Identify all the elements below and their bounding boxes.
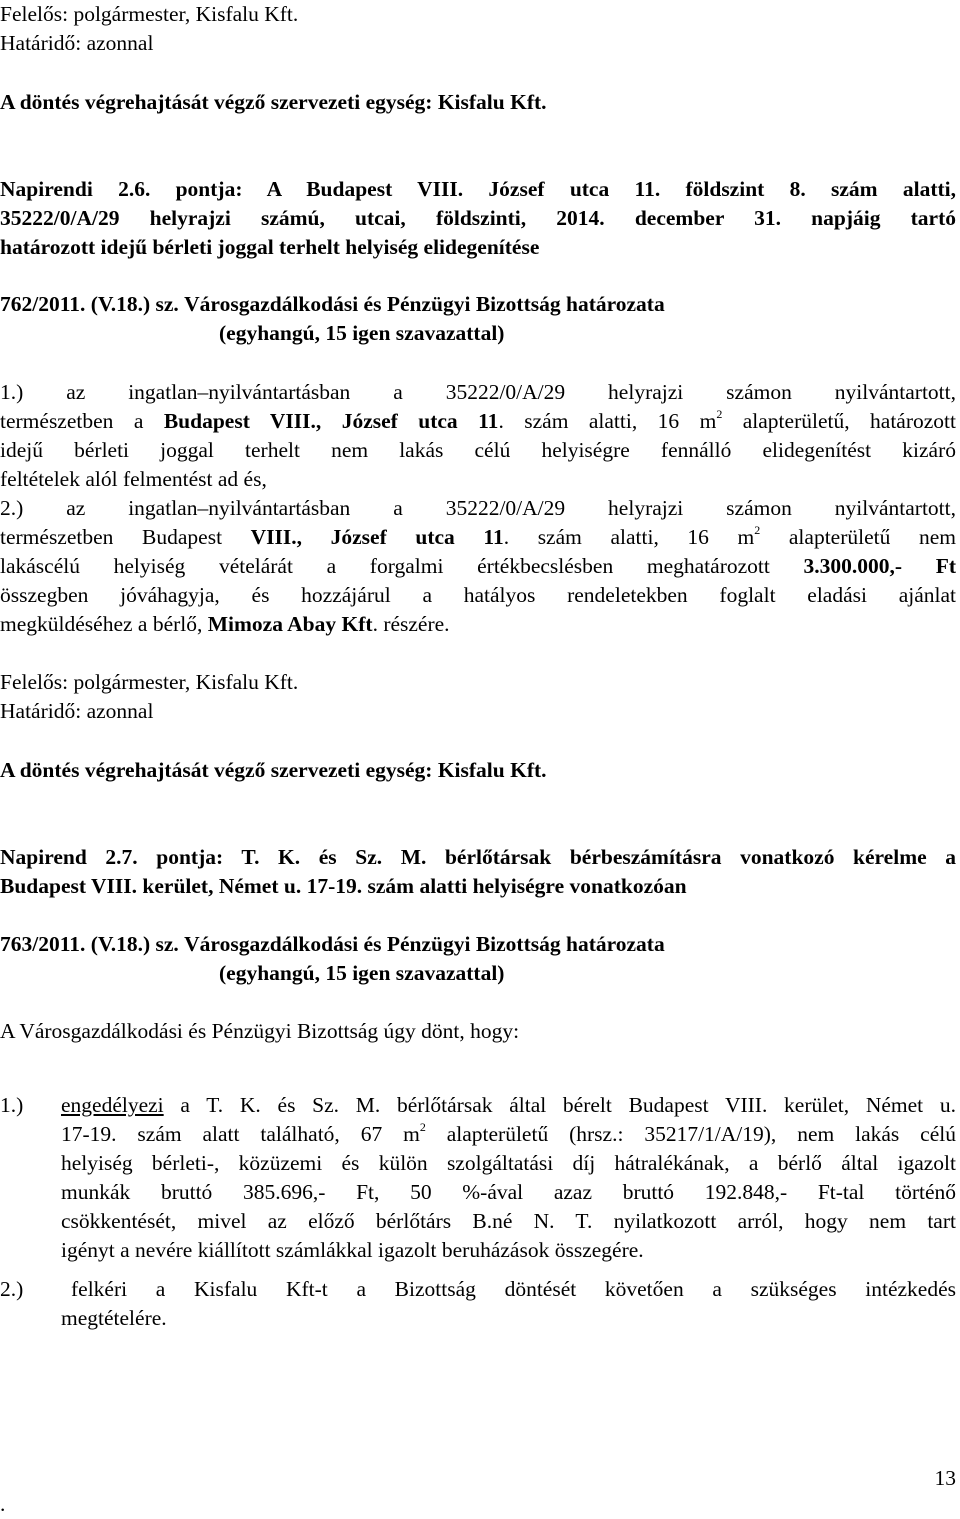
resolution-763-header	[0, 930, 956, 988]
resolution-762-point-2	[0, 494, 956, 639]
agenda-title-line-2: Budapest VIII. kerület, Német u. 17-19. szám alatti helyiségre vonatkozóan	[0, 874, 687, 898]
paragraph-line: megtételére.	[61, 1306, 167, 1330]
resolution-762-responsible-block	[0, 668, 956, 726]
paragraph-line: csökkentését, mivel az előző bérlőtárs B.né N. T. nyilatkozott arról, hogy nem tart	[61, 1209, 956, 1233]
deadline-line: Határidő: azonnal	[0, 699, 154, 723]
top-executor-block	[0, 88, 956, 117]
resolution-vote: (egyhangú, 15 igen szavazattal)	[219, 961, 505, 985]
paragraph-line: természetben a Budapest VIII., József utca 11. szám alatti, 16 $m^2$ alapterületű, határozott	[0, 406, 956, 433]
paragraph-line: felkéri a Kisfalu Kft-t a Bizottság döntését követően a szükséges intézkedés	[71, 1277, 956, 1301]
resolution-763-point-2	[0, 1275, 956, 1333]
intro-line: A Városgazdálkodási és Pénzügyi Bizottság úgy dönt, hogy:	[0, 1019, 520, 1043]
agenda-title-line-3: határozott idejű bérleti joggal terhelt helyiség elidegenítése	[0, 235, 540, 259]
resolution-heading	[0, 930, 956, 959]
paragraph-line: feltételek alól felmentést ad és,	[0, 467, 267, 491]
resolution-762-header	[0, 290, 956, 348]
resolution-763-point-1	[0, 1091, 956, 1265]
paragraph-line: összegben jóváhagyja, és hozzájárul a hatályos rendeletekben foglalt eladási ajánlat	[0, 583, 956, 607]
footer-dot: .	[0, 1492, 6, 1516]
point-body	[0, 1275, 956, 1333]
agenda-title-line-2: 35222/0/A/29 helyrajzi számú, utcai, földszinti, 2014. december 31. napjáig tartó	[0, 206, 956, 230]
paragraph-line: lakáscélú helyiség vételárát a forgalmi értékbecslésben meghatározott 3.300.000,- Ft	[0, 554, 956, 578]
paragraph-line: helyiség bérleti-, közüzemi és külön szolgáltatási díj hátralékának, a bérlő által igazolt	[61, 1151, 956, 1175]
resolution-number: 762/2011. (V.18.) sz.	[0, 292, 179, 316]
resolution-763-intro	[0, 1017, 956, 1046]
point-number: 2.)	[0, 1277, 24, 1301]
paragraph-line: igényt a nevére kiállított számlákkal igazolt beruházások összegére.	[61, 1238, 644, 1262]
point-body	[0, 1091, 956, 1265]
paragraph-line: munkák bruttó 385.696,- Ft, 50 %-ával azaz bruttó 192.848,- Ft-tal történő	[61, 1180, 956, 1204]
resolution-number: 763/2011. (V.18.) sz.	[0, 932, 179, 956]
paragraph-line: engedélyezi a T. K. és Sz. M. bérlőtársak által bérelt Budapest VIII. kerület, Német u.	[61, 1093, 956, 1117]
paragraph-line: természetben Budapest VIII., József utca 11. szám alatti, 16 $m^2$ alapterületű nem	[0, 522, 956, 549]
agenda-item-2-7	[0, 843, 956, 901]
resolution-762-point-1	[0, 378, 956, 494]
paragraph-line: 17-19. szám alatt található, 67 $m^2$ alapterületű (hrsz.: 35217/1/A/19), nem lakás célú	[61, 1119, 956, 1146]
resolution-vote: (egyhangú, 15 igen szavazattal)	[219, 321, 505, 345]
agenda-item-2-6	[0, 175, 956, 262]
page-number: 13	[934, 1466, 956, 1490]
paragraph-line: 1.) az ingatlan–nyilvántartásban a 35222/0/A/29 helyrajzi számon nyilvántartott,	[0, 380, 956, 404]
point-number: 1.)	[0, 1093, 24, 1117]
responsible-line: Felelős: polgármester, Kisfalu Kft.	[0, 2, 299, 26]
resolution-title: Városgazdálkodási és Pénzügyi Bizottság határozata	[184, 932, 665, 956]
agenda-title-line-1: Napirendi 2.6. pontja: A Budapest VIII. József utca 11. földszint 8. szám alatti,	[0, 177, 956, 201]
resolution-762-executor-block	[0, 756, 956, 785]
resolution-heading	[0, 290, 956, 319]
paragraph-line: idejű bérleti joggal terhelt nem lakás célú helyiségre fennálló elidegenítést kizáró	[0, 438, 956, 462]
executor-line: A döntés végrehajtását végző szervezeti egység: Kisfalu Kft.	[0, 90, 547, 114]
paragraph-line: megküldéséhez a bérlő, Mimoza Abay Kft. részére.	[0, 612, 450, 636]
responsible-line: Felelős: polgármester, Kisfalu Kft.	[0, 670, 299, 694]
agenda-title-line-1: Napirend 2.7. pontja: T. K. és Sz. M. bérlőtársak bérbeszámításra vonatkozó kérelme a	[0, 845, 956, 869]
executor-line: A döntés végrehajtását végző szervezeti egység: Kisfalu Kft.	[0, 758, 547, 782]
top-responsible-block	[0, 0, 956, 58]
resolution-title: Városgazdálkodási és Pénzügyi Bizottság határozata	[184, 292, 665, 316]
paragraph-line: 2.) az ingatlan–nyilvántartásban a 35222/0/A/29 helyrajzi számon nyilvántartott,	[0, 496, 956, 520]
deadline-line: Határidő: azonnal	[0, 31, 154, 55]
